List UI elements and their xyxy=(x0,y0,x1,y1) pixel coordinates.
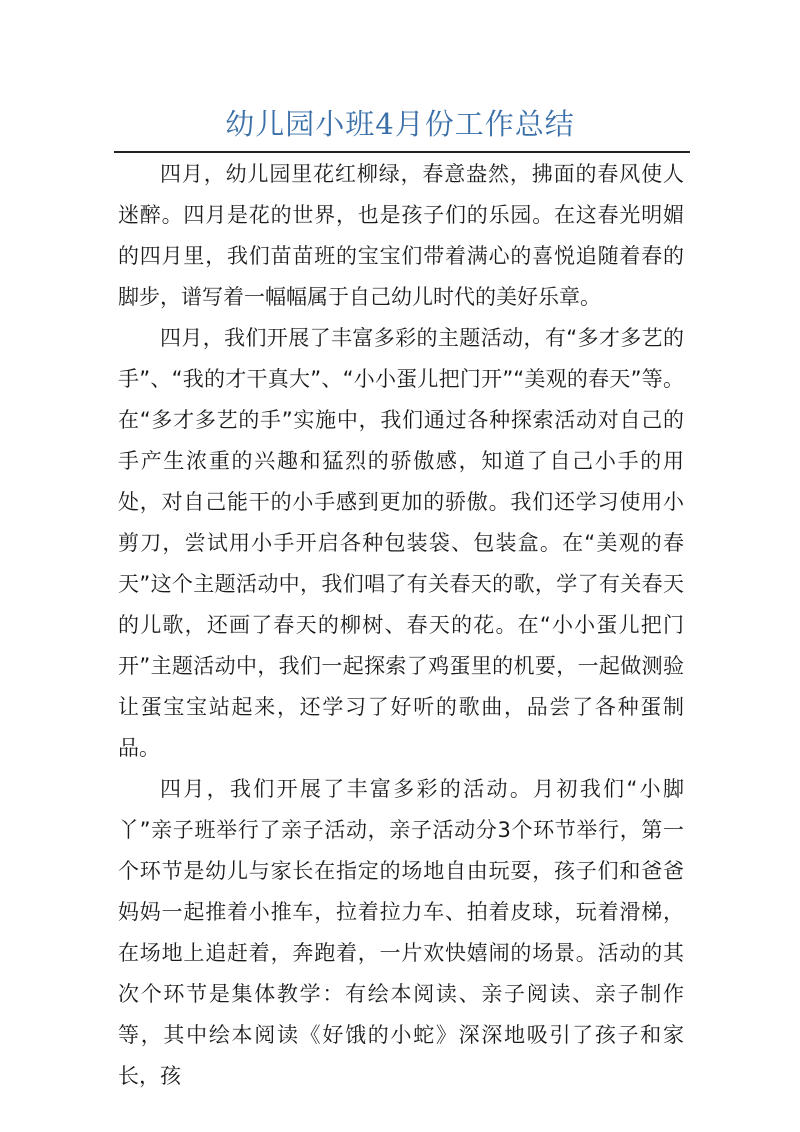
document-body xyxy=(118,154,684,1097)
document-title: 幼儿园小班4月份工作总结 xyxy=(225,107,575,141)
title-divider xyxy=(114,151,690,153)
paragraph-2: 四月，我们开展了丰富多彩的主题活动，有“多才多艺的手”、“我的才干真大”、“小小蛋儿把门开”“美观的春天”等。在“多才多艺的手”实施中，我们通过各种探索活动对自己的手产生浓重的兴趣和猛烈的骄傲感，知道了自己小手的用处，对自己能干的小手感到更加的骄傲。我们还学习使用小剪刀，尝试用小手开启各种包装袋、包装盒。在“美观的春天”这个主题活动中，我们唱了有关春天的歌，学了有关春天的儿歌，还画了春天的柳树、春天的花。在“小小蛋儿把门开”主题活动中，我们一起探索了鸡蛋里的机要，一起做测验让蛋宝宝站起来，还学习了好听的歌曲，品尝了各种蛋制品。 xyxy=(118,326,684,760)
paragraph-3: 四月，我们开展了丰富多彩的活动。月初我们“小脚丫”亲子班举行了亲子活动，亲子活动分3个环节举行，第一个环节是幼儿与家长在指定的场地自由玩耍，孩子们和爸爸妈妈一起推着小推车，拉着拉力车、拍着皮球，玩着滑梯，在场地上追赶着，奔跑着，一片欢快嬉闹的场景。活动的其次个环节是集体教学：有绘本阅读、亲子阅读、亲子制作等，其中绘本阅读《好饿的小蛇》深深地吸引了孩子和家长，孩 xyxy=(118,777,684,1088)
paragraph-1: 四月，幼儿园里花红柳绿，春意盎然，拂面的春风使人迷醉。四月是花的世界，也是孩子们的乐园。在这春光明媚的四月里，我们苗苗班的宝宝们带着满心的喜悦追随着春的脚步，谱写着一幅幅属于自己幼儿时代的美好乐章。 xyxy=(118,162,684,309)
